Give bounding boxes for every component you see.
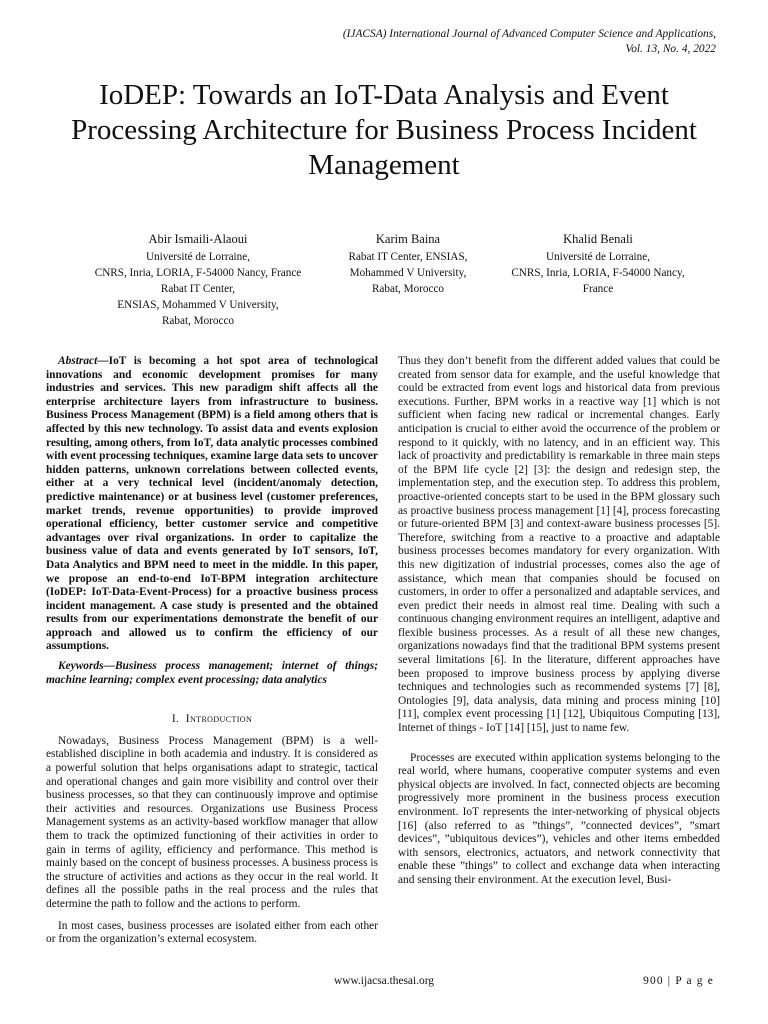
author-block-2 bbox=[326, 230, 490, 297]
journal-name: (IJACSA) International Journal of Advanced Computer Science and Applications, bbox=[342, 28, 716, 40]
author-affiliation: Rabat IT Center, ENSIAS, bbox=[348, 251, 468, 263]
author-affiliation: CNRS, Inria, LORIA, F-54000 Nancy, bbox=[511, 267, 685, 279]
author-name: Karim Baina bbox=[375, 232, 441, 246]
author-affiliation: CNRS, Inria, LORIA, F-54000 Nancy, France bbox=[94, 267, 302, 279]
body-paragraph: Processes are executed within application systems belonging to the real world, where humans, cooperative computer systems and even physical objects are involved. In fact, connected objects are becoming progressively more prominent in the business process execution environment. IoT represents the inter-networking of physical objects [16] (also referred to as ”things”, ”connected devices”, ”smart devices”, ”ubiquitous devices”), vehicles and other items embedded with sensors, electronics, actuators, and network connectivity that enable these ”things” to collect and exchange data when interacting and sensing their environment. At the execution level, Busi- bbox=[398, 751, 720, 886]
footer-url: www.ijacsa.thesai.org bbox=[334, 975, 434, 987]
author-affiliation: Université de Lorraine, bbox=[545, 251, 651, 263]
author-affiliation: Université de Lorraine, bbox=[145, 251, 251, 263]
author-affiliation: Rabat IT Center, bbox=[160, 283, 236, 295]
section-heading bbox=[46, 713, 378, 727]
body-paragraph: Thus they don’t benefit from the different added values that could be created from sensor data for example, and the useful knowledge that could be extracted from event logs and historical data from previous executions. Further, BPM works in a reactive way [1] which is not sufficient when facing new radical or incremental changes. Early anticipation is crucial to either avoid the occurrence of the problem or respond to it quickly, with no latency, and in an efficient way. This lack of proactivity and predictability is remarkable in three main steps of the BPM life cycle [2] [3]: the design and redesign step, the implementation step, and the execution step. To address this problem, proactive-oriented concepts start to be used in the BPM glossary such as proactive business process management [1] [4], process forecasting or future-oriented BPM [3] and context-aware business processes [5]. Therefore, switching from a reactive to a proactive and adaptable business processes becomes mandatory for every organization. With this new digitization of industrial processes, comes also the age of assistance, which mean that companies should be focused on customers, in order to offer a personalized and adaptable services, and even predict their needs in almost real time. Dealing with such a continuous changing environment requires an intelligent, adaptive and flexible business processes. As a result of all these new changes, organizations nowadays find that the traditional BPM systems present several limitations [6]. In the literature, different approaches have been proposed to improve business process by applying diverse techniques and technologies such as recommended systems [7] [8], Ontologies [9], data analysis, data mining and process mining [10] [11], complex event processing [1] [12], Ubiquitous Computing [13], Internet of things - IoT [14] [15], just to name few. bbox=[398, 355, 720, 735]
author-block-1 bbox=[68, 230, 328, 329]
abstract-label: Abstract bbox=[58, 355, 98, 367]
abstract bbox=[46, 355, 378, 654]
page-number: 900 | P a g e bbox=[643, 975, 714, 987]
section-title: Introduction bbox=[185, 713, 253, 726]
author-affiliation: ENSIAS, Mohammed V University, bbox=[117, 299, 279, 311]
journal-header bbox=[343, 27, 716, 57]
body-paragraph: In most cases, business processes are isolated either from each other or from the organization’s external ecosystem. bbox=[46, 919, 378, 946]
journal-volume: Vol. 13, No. 4, 2022 bbox=[625, 43, 716, 55]
author-block-3 bbox=[488, 230, 708, 297]
abstract-text: —IoT is becoming a hot spot area of technological innovations and economic development promises for many industries and services. This new paradigm shift affects all the enterprise architecture layers from infrastructure to business. Business Process Management (BPM) is a field among others that is affected by this new technology. To assist data and events explosion resulting, among others, from IoT, data analytic processes combined with event processing techniques, examine large data sets to uncover hidden patterns, unknown correlations between collected events, either at a very technical level (incident/anomaly detection, predictive maintenance) or at business level (customer preferences, market trends, revenue opportunities) to provide improved operational efficiency, better customer service and competitive advantages over rival organizations. In order to capitalize the business value of data and events generated by IoT sensors, IoT, Data Analytics and BPM need to meet in the middle. In this paper, we propose an end-to-end IoT-BPM integration architecture (IoDEP: IoT-Data-Event-Process) for a proactive business process incident management. A case study is presented and the obtained results from our experimentations demonstrate the benefit of our approach and allowed us to confirm the efficiency of our assumptions. bbox=[46, 355, 378, 653]
author-affiliation: Rabat, Morocco bbox=[371, 283, 445, 295]
author-affiliation: Rabat, Morocco bbox=[161, 315, 235, 327]
author-name: Khalid Benali bbox=[563, 232, 633, 246]
author-name: Abir Ismaili-Alaoui bbox=[148, 232, 248, 246]
author-affiliation: France bbox=[582, 283, 614, 295]
left-column bbox=[46, 355, 378, 947]
section-number: I. bbox=[171, 713, 180, 726]
paper-title: IoDEP: Towards an IoT-Data Analysis and Event Processing Architecture for Business Process Incident Management bbox=[71, 79, 697, 181]
keywords: Keywords—Business process management; internet of things; machine learning; complex event processing; data analytics bbox=[46, 660, 378, 686]
author-affiliation: Mohammed V University, bbox=[349, 267, 467, 279]
body-paragraph: Nowadays, Business Process Management (BPM) is a well-established discipline in both academia and industry. It is considered as a powerful solution that helps organisations adapt to strategic, tactical and operational changes and gain more visibility and control over their business processes, so that they can continuously improve and optimise their activities and resources. Organizations use Business Process Management systems as an activity-based workflow manager that allow them to track the optimized functioning of their activities in order to gain in terms of agility, efficiency and performance. This method is mainly based on the concept of business processes. A business process is the structure of activities and actions as they occur in the real world. It defines all the possible paths in the real process and the rules that determine the path to follow and the actions to perform. bbox=[46, 734, 378, 910]
right-column bbox=[398, 355, 720, 888]
